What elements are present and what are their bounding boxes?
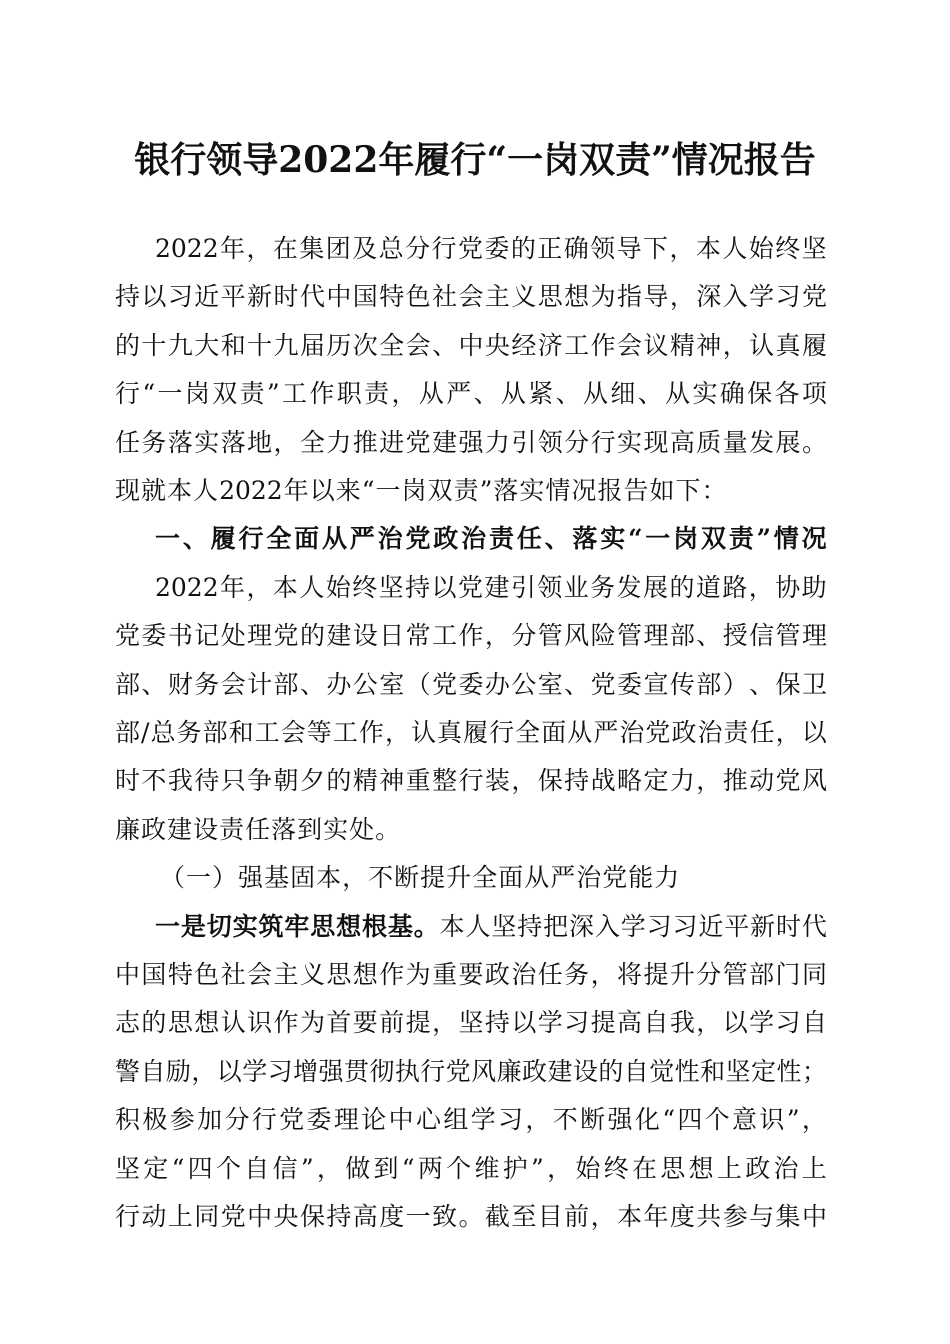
body-line: 积 极 参 加 分 行 党 委 理 论 中 心 组 学 习 ， 不 断 强 化 “ 四 个 意 识 ” ， (115, 1105, 827, 1135)
body-line: 部 、 财 务 会 计 部 、 办 公 室 （ 党 委 办 公 室 、 党 委 宣 传 部 ） 、 保 卫 (115, 669, 827, 699)
body-line: 行 “ 一 岗 双 责 ” 工 作 职 责 ， 从 严 、 从 紧 、 从 细 、 从 实 确 保 各 项 (115, 379, 827, 409)
body-line: 一 、 履 行 全 面 从 严 治 党 政 治 责 任 、 落 实 “ 一 岗 双 责 ” 情 况 (155, 524, 827, 554)
body-line: 现 就 本 人 2022 年 以 来 “ 一 岗 双 责 ” 落 实 情 况 报 告 如 下 ： (115, 476, 727, 505)
body-line: 的 十 九 大 和 十 九 届 历 次 全 会 、 中 央 经 济 工 作 会 议 精 神 ， 认 真 履 (115, 330, 827, 360)
body-line: 坚 定 “ 四 个 自 信 ” ， 做 到 “ 两 个 维 护 ” ， 始 终 在 思 想 上 政 治 上 (115, 1153, 827, 1183)
body-line: （ 一 ） 强 基 固 本 ， 不 断 提 升 全 面 从 严 治 党 能 力 (160, 863, 680, 893)
body-line: 警 自 励 ， 以 学 习 增 强 贯 彻 执 行 党 风 廉 政 建 设 的 自 觉 性 和 坚 定 性 ； (115, 1056, 827, 1086)
body-line: 任 务 落 实 落 地 ， 全 力 推 进 党 建 强 力 引 领 分 行 实 现 高 质 量 发 展 。 (115, 427, 827, 457)
body-line: 持 以 习 近 平 新 时 代 中 国 特 色 社 会 主 义 思 想 为 指 导 ， 深 入 学 习 党 (115, 282, 827, 312)
body-line: 中 国 特 色 社 会 主 义 思 想 作 为 重 要 政 治 任 务 ， 将 提 升 分 管 部 门 同 (115, 960, 827, 989)
body-line: 廉 政 建 设 责 任 落 到 实 处 。 (115, 814, 401, 844)
body-line: 一 是 切 实 筑 牢 思 想 根 基 。 本 人 坚 持 把 深 入 学 习 习 近 平 新 时 代 (155, 911, 827, 941)
body-line: 2022 年 ， 本 人 始 终 坚 持 以 党 建 引 领 业 务 发 展 的 道 路 ， 协 助 (155, 572, 827, 602)
body-line: 行 动 上 同 党 中 央 保 持 高 度 一 致 。 截 至 目 前 ， 本 年 度 共 参 与 集 中 (115, 1202, 827, 1231)
body-line: 时 不 我 待 只 争 朝 夕 的 精 神 重 整 行 装 ， 保 持 战 略 定 力 ， 推 动 党 风 (115, 766, 827, 796)
page-title: 银行领导2022年履行“一岗双责”情况报告 (134, 139, 816, 181)
body-line: 志 的 思 想 认 识 作 为 首 要 前 提 ， 坚 持 以 学 习 提 高 自 我 ， 以 学 习 自 (115, 1008, 827, 1038)
body-line: 2022 年 ， 在 集 团 及 总 分 行 党 委 的 正 确 领 导 下 ， 本 人 始 终 坚 (155, 234, 827, 263)
body-line: 党 委 书 记 处 理 党 的 建 设 日 常 工 作 ， 分 管 风 险 管 理 部 、 授 信 管 理 (115, 621, 827, 651)
body-line: 部 / 总 务 部 和 工 会 等 工 作 ， 认 真 履 行 全 面 从 严 治 党 政 治 责 任 ， 以 (115, 718, 827, 747)
